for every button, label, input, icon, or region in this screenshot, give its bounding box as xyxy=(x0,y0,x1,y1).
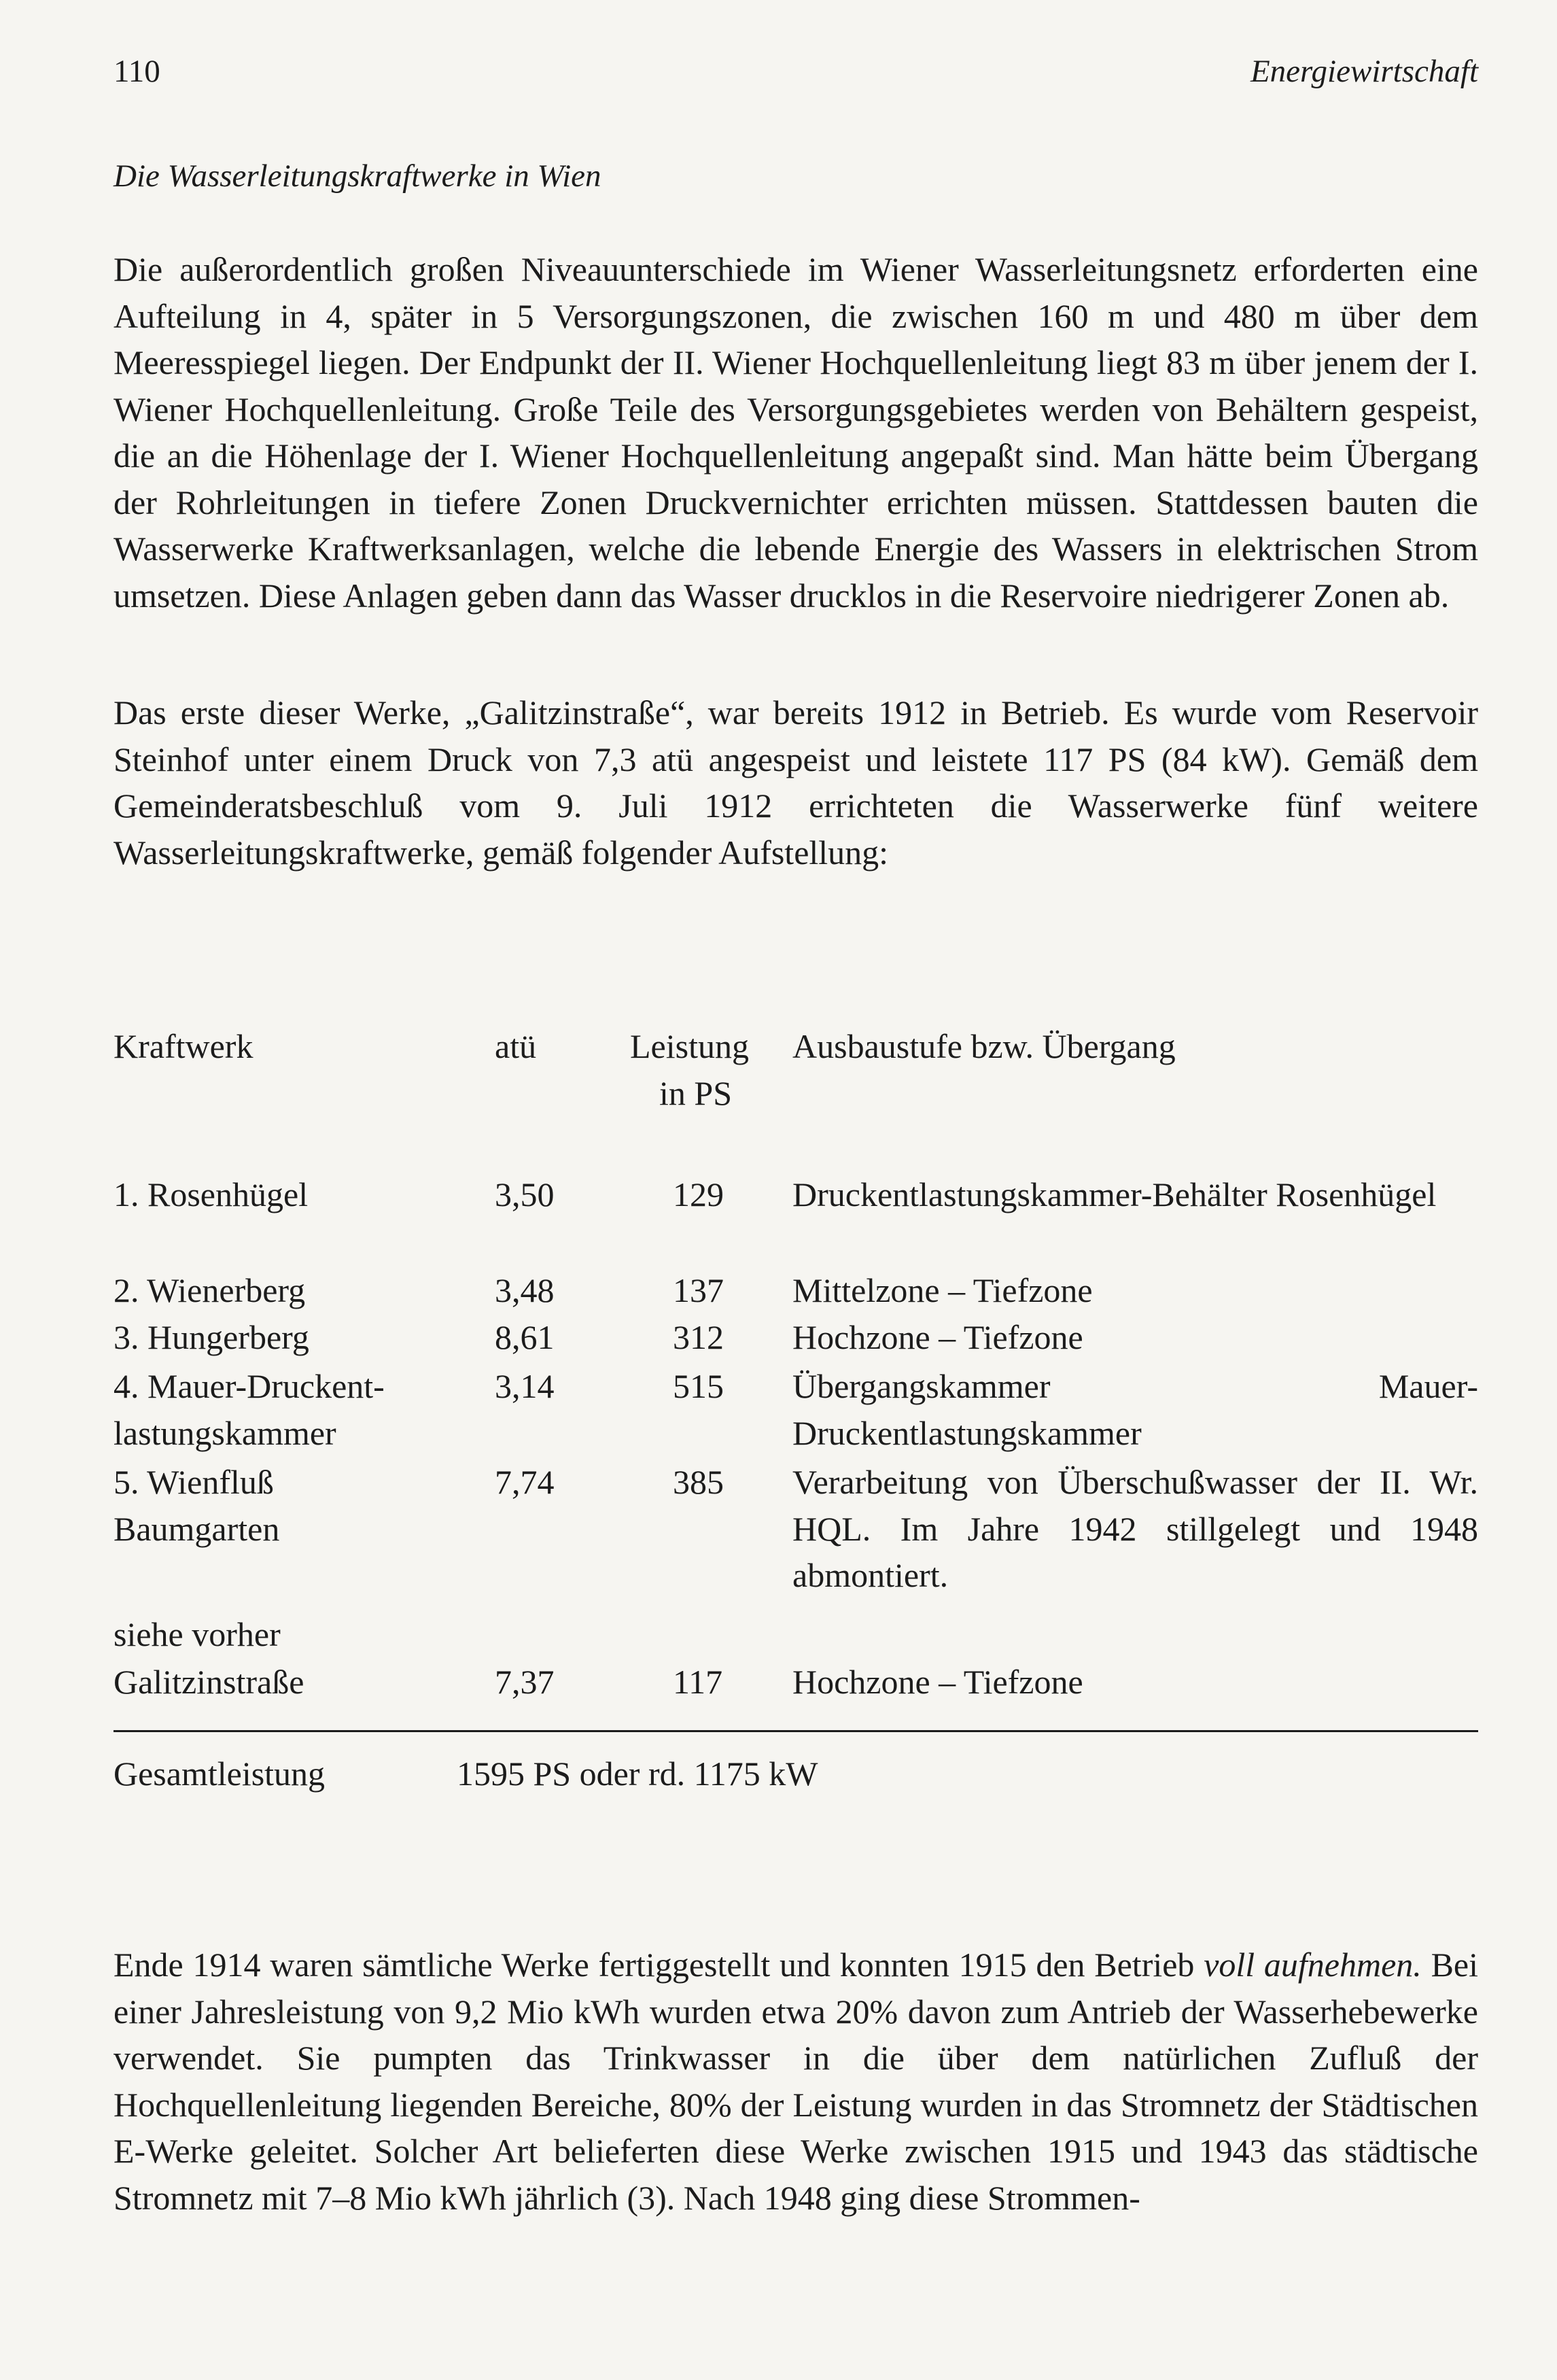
row-atue: 3,14 xyxy=(495,1367,555,1405)
p3-text-after: Bei einer Jahresleistung von 9,2 Mio kWh wurden etwa 20% davon zum Antrieb der Wasserhebewerke verwendet. Sie pumpten das Trinkwasser in die über dem natürlichen Zufluß der Hochquellenleitung liegenden Bereiche, 80% der Leistung wurden in das Stromnetz der Städtischen E-Werke geleitet. Solcher Art belieferten diese Werke zwischen 1915 und 1943 das städtische Stromnetz mit 7–8 Mio kWh jährlich (3). Nach 1948 ging diese Strommen- xyxy=(113,1946,1478,2217)
row-ps: 515 xyxy=(673,1367,724,1405)
row-name: 4. Mauer-Druckent- xyxy=(113,1367,385,1405)
row-name: 1. Rosenhügel xyxy=(113,1175,309,1213)
table-header-leistung: Leistung xyxy=(630,1027,749,1065)
row-name: 3. Hungerberg xyxy=(113,1318,309,1356)
paragraph-operation xyxy=(113,1942,1478,2221)
row-atue: 8,61 xyxy=(495,1318,555,1356)
page-number: 110 xyxy=(113,54,160,89)
row-note: Übergangskammer Mauer-Druckentlastungskammer xyxy=(792,1367,1478,1452)
row-atue: 7,74 xyxy=(495,1463,555,1501)
paragraph-galitzin: Das erste dieser Werke, „Galitzinstraße“, war bereits 1912 in Betrieb. Es wurde vom Reservoir Steinhof unter einem Druck von 7,3 atü angespeist und leistete 117 PS (84 kW). Gemäß dem Gemeinderatsbeschluß vom 9. Juli 1912 errichteten die Wasserwerke fünf weitere Wasserleitungskraftwerke, gemäß folgender Aufstellung: xyxy=(113,693,1478,872)
section-heading: Die Wasserleitungskraftwerke in Wien xyxy=(113,158,601,194)
table-header-ausbau: Ausbaustufe bzw. Übergang xyxy=(792,1027,1176,1065)
row-ps: 312 xyxy=(673,1318,724,1356)
row-note: Druckentlastungskammer-Behälter Rosenhügel xyxy=(792,1175,1437,1213)
row-atue: 3,50 xyxy=(495,1175,555,1213)
row-name: 2. Wienerberg xyxy=(113,1271,306,1309)
row-note: Hochzone – Tiefzone xyxy=(792,1318,1083,1356)
p3-text-before: Ende 1914 waren sämtliche Werke fertiggestellt und konnten 1915 den Betrieb xyxy=(113,1946,1204,1984)
row-note: Mittelzone – Tiefzone xyxy=(792,1271,1093,1309)
row-note: Hochzone – Tiefzone xyxy=(792,1663,1083,1701)
row-atue: 3,48 xyxy=(495,1271,555,1309)
total-label: Gesamtleistung xyxy=(113,1755,326,1793)
row-name: Galitzinstraße xyxy=(113,1663,304,1701)
p3-emphasis: voll aufnehmen. xyxy=(1204,1946,1422,1984)
table-header-kraftwerk: Kraftwerk xyxy=(113,1027,253,1065)
row-note: Verarbeitung von Überschußwasser der II. Wr. HQL. Im Jahre 1942 stillgelegt und 1948 abmontiert. xyxy=(792,1463,1478,1594)
row-ps: 117 xyxy=(673,1663,723,1701)
row-ps: 385 xyxy=(673,1463,724,1501)
total-value: 1595 PS oder rd. 1175 kW xyxy=(457,1755,818,1793)
table-header-atue: atü xyxy=(495,1027,537,1065)
row-atue: 7,37 xyxy=(495,1663,555,1701)
row-prefix: siehe vorher xyxy=(113,1615,281,1653)
row-ps: 137 xyxy=(673,1271,724,1309)
row-name: 5. Wienfluß xyxy=(113,1463,274,1501)
row-ps: 129 xyxy=(673,1175,724,1213)
table-divider xyxy=(113,1730,1478,1732)
row-name-cont: lastungskammer xyxy=(113,1414,336,1452)
table-header-leistung-unit: in PS xyxy=(659,1074,733,1112)
running-title: Energiewirtschaft xyxy=(1250,54,1478,89)
paragraph-intro: Die außerordentlich großen Niveauunterschiede im Wiener Wasserleitungsnetz erforderten eine Aufteilung in 4, später in 5 Versorgungszonen, die zwischen 160 m und 480 m über dem Meeresspiegel liegen. Der Endpunkt der II. Wiener Hochquellenleitung liegt 83 m über jenem der I. Wiener Hochquellenleitung. Große Teile des Versorgungsgebietes werden von Behältern gespeist, die an die Höhenlage der I. Wiener Hochquellenleitung angepaßt sind. Man hätte beim Übergang der Rohrleitungen in tiefere Zonen Druckvernichter errichten müssen. Stattdessen bauten die Wasserwerke Kraftwerksanlagen, welche die lebende Energie des Wassers in elektrischen Strom umsetzen. Diese Anlagen geben dann das Wasser drucklos in die Reservoire niedrigerer Zonen ab. xyxy=(113,250,1478,615)
row-name-cont: Baumgarten xyxy=(113,1510,280,1548)
